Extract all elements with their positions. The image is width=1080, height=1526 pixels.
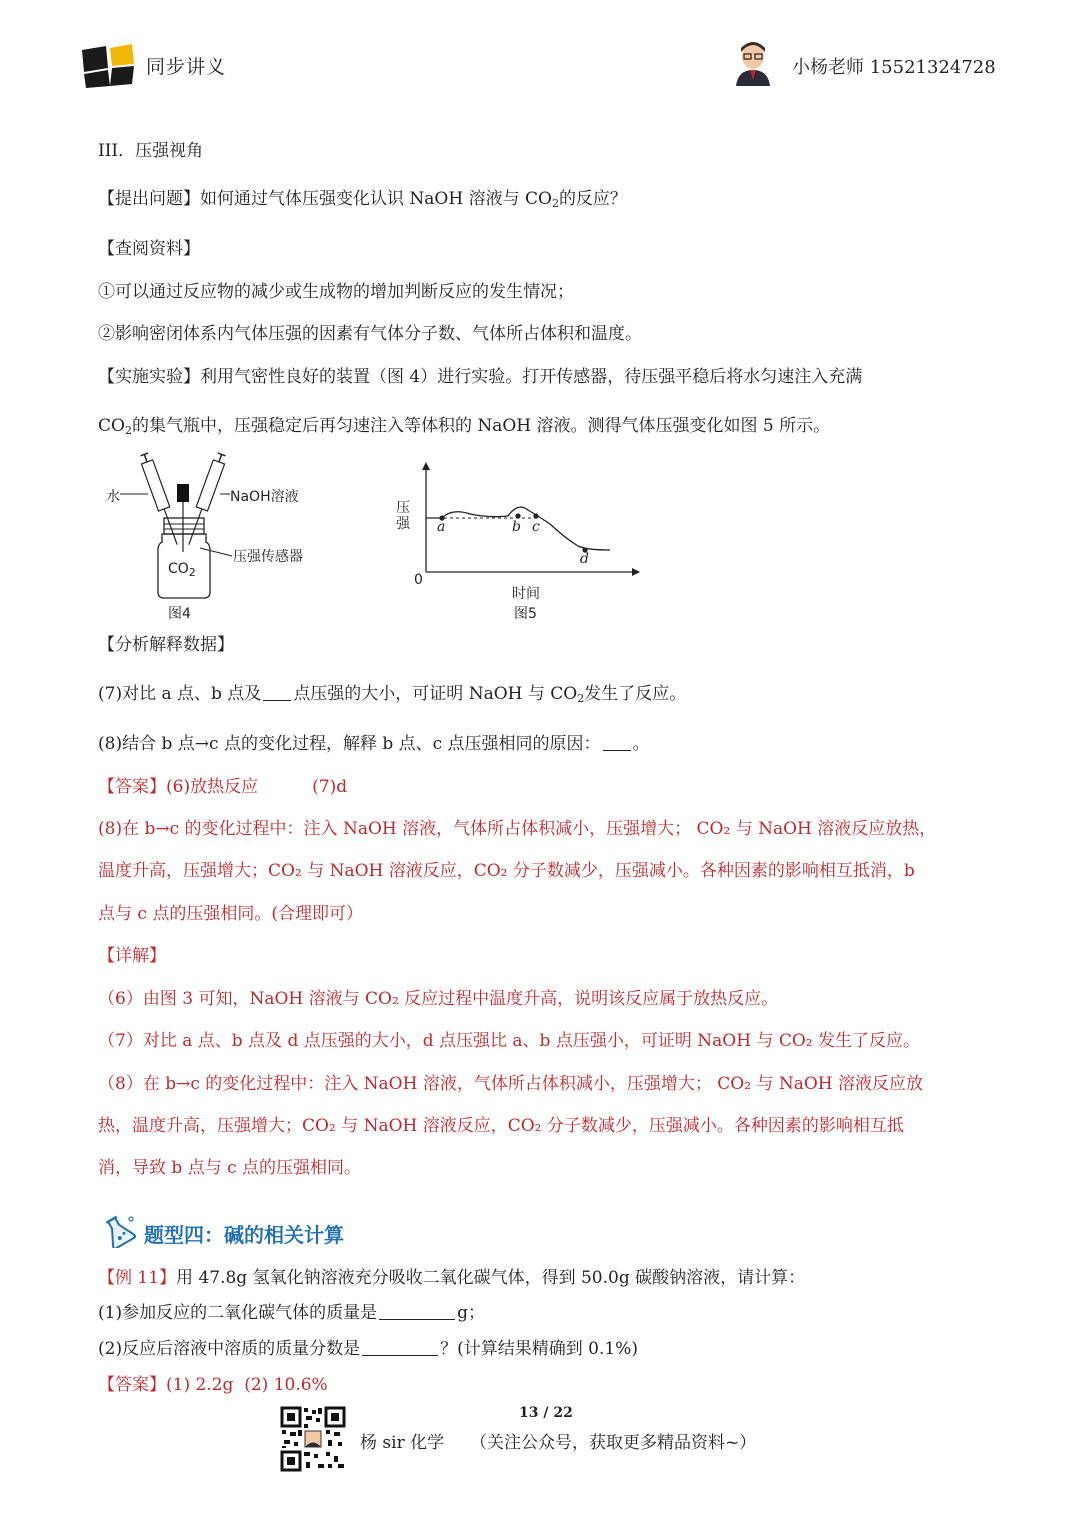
qr-code-icon — [280, 1406, 346, 1472]
q8-blank — [603, 734, 631, 751]
section-title: III．压强视角 — [98, 141, 204, 161]
answer-line-4: 点与 c 点的压强相同。(合理即可） — [98, 904, 363, 924]
experiment-text: 的集气瓶中，压强稳定后再匀速注入等体积的 NaOH 溶液。测得气体压强变化如图 5 所示。 — [131, 416, 831, 436]
detail-8-line-3: 消，导致 b 点与 c 点的压强相同。 — [98, 1158, 362, 1178]
q7-blank — [263, 684, 291, 701]
example-text: 用 47.8g 氢氧化钠溶液充分吸收二氧化碳气体，得到 50.0g 碳酸钠溶液，请计算： — [176, 1268, 806, 1288]
example-q2: (2)反应后溶液中溶质的质量分数是 ？(计算结果精确到 0.1%) — [98, 1339, 638, 1359]
brand-logo — [80, 42, 136, 88]
graph-xlabel: 时间 — [512, 586, 540, 602]
figure-4-apparatus — [100, 452, 340, 627]
answer-line-3: 温度升高，压强增大；CO₂ 与 NaOH 溶液反应，CO₂ 分子数减少，压强减小。各种因素的影响相互抵消，b — [98, 861, 915, 881]
experiment-co2-subscript: 2 — [124, 424, 132, 437]
answer-line-1: 【答案】(6)放热反应 (7)d — [98, 777, 348, 797]
experiment-line-2 — [98, 414, 830, 443]
question-text-b: 的反应？ — [558, 189, 627, 209]
question-8: (8)结合 b 点→c 点的变化过程，解释 b 点、c 点压强相同的原因： 。 — [98, 734, 650, 754]
graph-origin: 0 — [414, 572, 423, 588]
detail-title: 【详解】 — [98, 946, 166, 966]
experiment-co2: CO — [98, 416, 125, 436]
flask-icon — [100, 1214, 136, 1252]
example-11 — [98, 1266, 805, 1290]
teacher-avatar — [732, 40, 774, 86]
material-item-1: ①可以通过反应物的减少或生成物的增加判断反应的发生情况； — [98, 282, 574, 302]
detail-8-line-2: 热，温度升高，压强增大；CO₂ 与 NaOH 溶液反应，CO₂ 分子数减少，压强减小。各种因素的影响相互抵 — [98, 1116, 904, 1136]
label-water: 水 — [106, 489, 120, 505]
label-sensor: 压强传感器 — [233, 549, 303, 565]
analysis-title: 【分析解释数据】 — [98, 635, 234, 655]
figure-4-caption: 图4 — [168, 606, 191, 622]
detail-7: （7）对比 a 点、b 点及 d 点压强的大小，d 点压强比 a、b 点压强小，可证明 NaOH 与 CO₂ 发生了反应。 — [98, 1031, 920, 1051]
label-co2: $CO_2$ — [168, 561, 196, 579]
graph-ylabel: 压强 — [396, 500, 410, 532]
example-answer: 【答案】(1) 2.2g (2) 10.6% — [98, 1375, 328, 1395]
label-naoh: NaOH溶液 — [230, 489, 299, 505]
detail-8-line-1: （8）在 b→c 的变化过程中：注入 NaOH 溶液，气体所占体积减小，压强增大； CO₂ 与 NaOH 溶液反应放 — [98, 1074, 923, 1094]
type-heading — [100, 1216, 344, 1250]
question-prompt — [98, 187, 627, 216]
footer-slogan: （关注公众号，获取更多精品资料~） — [470, 1433, 757, 1453]
question-text-a: 【提出问题】如何通过气体压强变化认识 NaOH 溶液与 CO — [98, 189, 552, 209]
detail-6: （6）由图 3 可知，NaOH 溶液与 CO₂ 反应过程中温度升高，说明该反应属于放热反应。 — [98, 989, 779, 1009]
question-subscript: 2 — [551, 197, 559, 210]
point-a-label: a — [437, 519, 446, 535]
example-q1: (1)参加反应的二氧化碳气体的质量是 g； — [98, 1303, 485, 1323]
header-brand: 同步讲义 — [146, 56, 227, 78]
material-item-2: ②影响密闭体系内气体压强的因素有气体分子数、气体所占体积和温度。 — [98, 324, 642, 344]
footer-account: 杨 sir 化学 — [360, 1433, 445, 1453]
point-c-label: c — [532, 519, 540, 535]
point-d-label: d — [580, 551, 589, 567]
answer-line-2: (8)在 b→c 的变化过程中：注入 NaOH 溶液，气体所占体积减小，压强增大； CO₂ 与 NaOH 溶液反应放热， — [98, 819, 937, 839]
question-7: (7)对比 a 点、b 点及 点压强的大小，可证明 NaOH 与 $CO_2$发生了反应。 — [98, 684, 687, 705]
example-q1-blank — [379, 1303, 455, 1320]
experiment-line-1: 【实施实验】利用气密性良好的装置（图 4）进行实验。打开传感器，待压强平稳后将水匀速注入充满 — [98, 367, 863, 387]
materials-title: 【查阅资料】 — [98, 239, 200, 259]
example-label: 【例 11】 — [98, 1268, 177, 1288]
header-teacher: 小杨老师 15521324728 — [792, 57, 996, 78]
point-b-label: b — [512, 519, 521, 535]
figure-5-caption: 图5 — [514, 606, 537, 622]
type-heading-text: 题型四：碱的相关计算 — [144, 1222, 344, 1247]
example-q2-blank — [362, 1339, 438, 1356]
page-number: 13 / 22 — [519, 1405, 573, 1421]
